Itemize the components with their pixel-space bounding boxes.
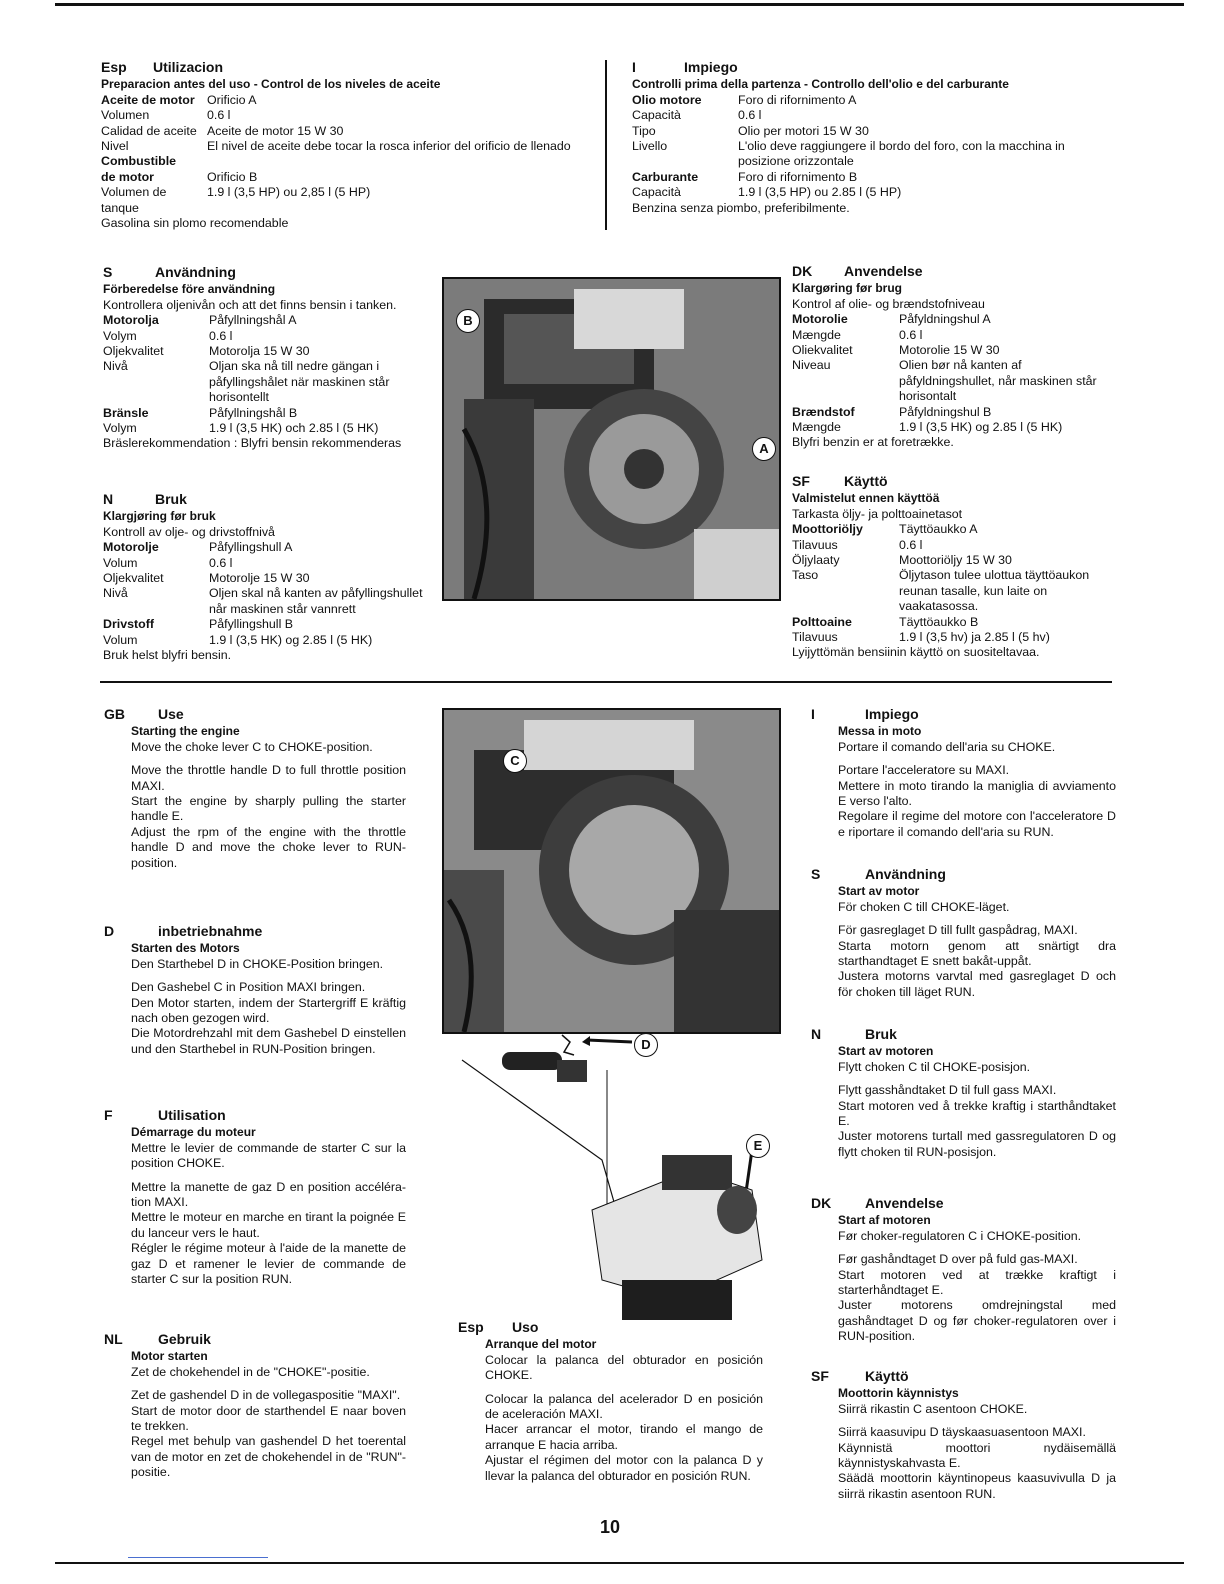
lang-code: S	[811, 866, 821, 882]
spec-value: 1.9 l (3,5 HK) og 2.85 l (5 HK)	[209, 632, 373, 647]
spec-value: Moottoriöljy 15 W 30	[899, 553, 1012, 568]
spec-key: Mængde	[792, 420, 841, 435]
spec-key: Drivstoff	[103, 617, 154, 632]
spec-key: Aceite de motor	[101, 92, 195, 107]
instruction-paragraph: Den Starthebel D in CHOKE-Position bringen.	[131, 956, 384, 971]
section-subtitle: Arranque del motor	[485, 1337, 597, 1352]
spec-key: Volym	[103, 421, 137, 436]
section-gb-use	[104, 707, 406, 871]
spec-value: Motorolja 15 W 30	[209, 344, 310, 359]
section-title: Utilisation	[158, 1107, 226, 1123]
spec-key: Capacità	[632, 108, 681, 123]
lang-code: GB	[104, 706, 125, 722]
instruction-paras	[838, 740, 1116, 840]
spec-row	[632, 185, 1102, 200]
spec-key: Motorolje	[103, 540, 159, 555]
spec-row	[103, 421, 433, 436]
lang-code: F	[104, 1107, 113, 1123]
spec-value: Påfyldningshul A	[899, 312, 991, 327]
spec-key: Moottoriöljy	[792, 522, 863, 537]
spec-key: Brændstof	[792, 404, 855, 419]
spec-row	[792, 630, 1117, 645]
tiller-sketch	[442, 1030, 777, 1320]
section-note: Bräslerekommendation : Blyfri bensin rekommenderas	[103, 436, 402, 451]
section-title: Bruk	[865, 1026, 897, 1042]
section-title: Use	[158, 706, 184, 722]
spec-row	[792, 420, 1117, 435]
spec-value	[207, 154, 596, 169]
instruction-paras	[131, 1141, 406, 1288]
spec-table	[792, 522, 1117, 645]
section-subtitle: Motor starten	[131, 1349, 208, 1364]
spec-value: 1.9 l (3,5 hv) ja 2.85 l (5 hv)	[899, 630, 1050, 645]
instruction-paras	[838, 1060, 1116, 1160]
column-divider	[605, 60, 607, 230]
instruction-paragraph: Zet de chokehendel in de "CHOKE"-positie.	[131, 1364, 370, 1379]
spec-key: de motor	[101, 169, 155, 184]
lang-code: SF	[811, 1368, 829, 1384]
section-subtitle: Controlli prima della partenza - Controllo dell'olio e del carburante	[632, 77, 1009, 92]
spec-value: Foro di rifornimento A	[738, 92, 857, 107]
spec-row	[101, 185, 596, 200]
section-intro: Kontrol af olie- og brændstofniveau	[792, 296, 985, 311]
spec-key: tanque	[101, 200, 139, 215]
section-dk-anvendelse-motor	[811, 1196, 1116, 1345]
spec-key: Livello	[632, 139, 668, 154]
spec-key: Bränsle	[103, 405, 149, 420]
instruction-paras	[131, 957, 406, 1057]
spec-row	[792, 358, 1117, 404]
spec-row	[101, 139, 596, 154]
section-title: Käyttö	[865, 1368, 909, 1384]
spec-value: Påfyllingshull A	[209, 540, 293, 555]
section-subtitle: Klargøring før brug	[792, 281, 902, 296]
spec-value: 1.9 l (3,5 HP) ou 2,85 l (5 HP)	[207, 185, 371, 200]
spec-value: 0.6 l	[209, 328, 233, 343]
page-number: 10	[600, 1517, 621, 1537]
lang-code: N	[103, 491, 114, 507]
spec-row	[103, 329, 433, 344]
lang-code: Esp	[101, 59, 127, 75]
starter-handle-sketch	[442, 1030, 777, 1320]
spec-key: Oliekvalitet	[792, 343, 853, 358]
spec-value: L'olio deve raggiungere il bordo del foro, con la macchina in posizione orizzontale	[738, 139, 1065, 169]
spec-key: Volumen	[101, 108, 150, 123]
callout-b: B	[456, 309, 480, 333]
spec-key: Calidad de aceite	[101, 123, 197, 138]
spec-row	[103, 344, 433, 359]
spec-value: Påfyllingshull B	[209, 617, 294, 632]
instruction-paras	[485, 1353, 763, 1484]
lang-code: DK	[811, 1195, 832, 1211]
spec-value: Påfyllningshål A	[209, 313, 297, 328]
spec-key: Carburante	[632, 169, 699, 184]
spec-table	[632, 93, 1102, 201]
spec-value: Täyttöaukko B	[899, 614, 979, 629]
spec-value: 1.9 l (3,5 HP) ou 2.85 l (5 HP)	[738, 185, 902, 200]
spec-value: Oljen skal nå kanten av påfyllingshullet når maskinen står vannrett	[209, 586, 423, 616]
lang-code: NL	[104, 1331, 123, 1347]
section-nl-gebruik	[104, 1332, 406, 1481]
section-title: inbetriebnahme	[158, 923, 263, 939]
section-title: Användning	[865, 866, 946, 882]
spec-value: Motorolje 15 W 30	[209, 571, 310, 586]
section-it-impiego	[632, 60, 1102, 216]
section-subtitle: Démarrage du moteur	[131, 1125, 256, 1140]
instruction-paras	[838, 900, 1116, 1000]
section-sf-kaytto	[792, 474, 1117, 661]
section-subtitle: Valmistelut ennen käyttöä	[792, 491, 940, 506]
spec-row	[101, 124, 596, 139]
instruction-paragraph: För gasreglaget D till fullt gaspådrag, MAXI. Starta motorn genom att snärtigt dra starthandtaget E snett bakåt-uppåt. Justera motorns varvtal med gasreglaget D och för choken till läget RUN.	[838, 923, 1116, 999]
spec-row	[632, 139, 1102, 170]
section-divider	[100, 681, 1112, 683]
spec-row	[792, 615, 1117, 630]
spec-key: Polttoaine	[792, 614, 852, 629]
spec-value: 1.9 l (3,5 HK) og 2.85 l (5 HK)	[899, 420, 1063, 435]
engine-photo-bottom	[442, 708, 781, 1034]
section-it-impiego-moto	[811, 707, 1116, 840]
section-f-utilisation	[104, 1108, 406, 1287]
section-esp-utilizacion	[101, 60, 596, 231]
section-note: Blyfri benzin er at foretrække.	[792, 435, 954, 450]
section-title: Gebruik	[158, 1331, 211, 1347]
bottom-rule	[55, 1562, 1184, 1564]
spec-row	[101, 170, 596, 185]
spec-key: Oljekvalitet	[103, 344, 164, 359]
spec-value: Öljytason tulee ulottua täyttöaukon reunan tasalle, kun laite on vaakatasossa.	[899, 568, 1090, 614]
spec-key: Motorolie	[792, 312, 848, 327]
instruction-paragraph: Før choker-regulatoren C i CHOKE-position.	[838, 1228, 1082, 1243]
spec-value: 0.6 l	[899, 327, 923, 342]
spec-value: 0.6 l	[207, 108, 231, 123]
instruction-paragraph: Colocar la palanca del acelerador D en posición de aceleración MAXI. Hacer arrancar el motor, tirando el mango de arranque E hacia arriba. Ajustar el régimen del motor con la palanca D y llevar la palanca del obturador en posición RUN.	[485, 1391, 763, 1483]
spec-row	[103, 556, 438, 571]
section-s-anvandning	[103, 265, 433, 452]
instruction-paragraph: Flytt gasshåndtaket D til full gass MAXI. Start motoren ved å trekke kraftig i starthåndtaket E. Juster motorens turtall med gassregulatoren D og flytt choken til RUN-posisjon.	[838, 1083, 1116, 1159]
spec-table	[103, 313, 433, 436]
section-subtitle: Starten des Motors	[131, 941, 240, 956]
spec-row	[632, 93, 1102, 108]
lang-code: S	[103, 264, 113, 280]
spec-row	[632, 170, 1102, 185]
spec-row	[632, 108, 1102, 123]
spec-value: Påfyldningshul B	[899, 404, 992, 419]
spec-key: Tilavuus	[792, 630, 838, 645]
spec-key: Combustible	[101, 154, 177, 169]
instruction-paragraph: Zet de gashendel D in de vollegaspositie "MAXI". Start de motor door de starthendel E naar boven te trekken. Regel met behulp van gashendel D het toerental van de motor en zet de chokehendel in de "RUN"-positie.	[131, 1388, 406, 1480]
bottom-link-rule	[128, 1557, 268, 1558]
section-subtitle: Moottorin käynnistys	[838, 1386, 959, 1401]
instruction-paragraph: Mettre la manette de gaz D en position accéléra-tion MAXI. Mettre le moteur en marche en tirant la poignée E du lanceur vers le haut. Régler le régime moteur à l'aide de la manette de gaz D et ramener le levier de commande de starter C sur la position RUN.	[131, 1179, 406, 1287]
instruction-paragraph: Portare il comando dell'aria su CHOKE.	[838, 739, 1056, 754]
spec-value	[207, 201, 596, 216]
spec-value: Motorolie 15 W 30	[899, 343, 1000, 358]
section-note: Lyijyttömän bensiinin käyttö on suositeltavaa.	[792, 645, 1040, 660]
spec-table	[792, 312, 1117, 435]
spec-value: 0.6 l	[209, 555, 233, 570]
section-title: Anvendelse	[865, 1195, 944, 1211]
spec-value: El nivel de aceite debe tocar la rosca inferior del orificio de llenado	[207, 139, 571, 154]
section-subtitle: Start av motor	[838, 884, 920, 899]
spec-row	[103, 359, 433, 405]
spec-key: Taso	[792, 568, 819, 583]
spec-row	[792, 538, 1117, 553]
instruction-paragraph: Portare l'acceleratore su MAXI. Mettere in moto tirando la maniglia di avviamento E verso l'alto. Regolare il regime del motore con l'acceleratore D e riportare il comando dell'aria su RUN.	[838, 763, 1116, 839]
instruction-paragraph: Mettre le levier de commande de starter C sur la position CHOKE.	[131, 1140, 406, 1171]
instruction-paragraph: Den Gashebel C in Position MAXI bringen. Den Motor starten, indem der Startergriff E kräftig nach oben gezogen wird. Die Motordrehzahl mit dem Gashebel D einstellen und den Starthebel in RUN-Position bringen.	[131, 980, 406, 1056]
instruction-paragraph: Siirrä kaasuvipu D täyskaasuasentoon MAXI. Käynnistä moottori nydäisemällä käynnistyskahvasta E. Säädä moottorin käyntinopeus kaasuvivulla D ja siirrä rikastin asentoon RUN.	[838, 1425, 1116, 1501]
section-title: Käyttö	[844, 473, 888, 489]
spec-value: 0.6 l	[738, 108, 762, 123]
top-rule	[55, 3, 1184, 6]
spec-row	[103, 406, 433, 421]
lang-code: Esp	[458, 1319, 484, 1335]
spec-value: Orificio A	[207, 92, 257, 107]
callout-e: E	[746, 1134, 770, 1158]
section-n-bruk	[103, 492, 438, 663]
engine-illustration	[444, 279, 779, 599]
section-title: Utilizacion	[153, 59, 224, 75]
instruction-paragraph: Før gashåndtaget D over på fuld gas-MAXI. Start motoren ved at trække kraftigt i starterhåndtaget E. Juster motorens omdrejningstal med gashåndtaget D og før choker-regulatoren over i RUN-position.	[838, 1252, 1116, 1344]
section-esp-uso	[458, 1320, 763, 1484]
spec-value: Täyttöaukko A	[899, 522, 978, 537]
instruction-paragraph: Siirrä rikastin C asentoon CHOKE.	[838, 1401, 1028, 1416]
section-intro: Kontrollera oljenivån och att det finns bensin i tanken.	[103, 297, 397, 312]
callout-a: A	[752, 437, 776, 461]
spec-key: Mængde	[792, 327, 841, 342]
section-subtitle: Messa in moto	[838, 724, 922, 739]
spec-row	[101, 154, 596, 169]
spec-key: Motorolja	[103, 313, 159, 328]
section-dk-anvendelse	[792, 264, 1117, 451]
spec-row	[103, 540, 438, 555]
lang-code: N	[811, 1026, 822, 1042]
spec-row	[792, 405, 1117, 420]
spec-value: Olio per motori 15 W 30	[738, 123, 869, 138]
spec-key: Volum	[103, 632, 138, 647]
spec-value: Aceite de motor 15 W 30	[207, 123, 344, 138]
spec-key: Nivå	[103, 586, 128, 601]
spec-value: Olien bør nå kanten af påfyldningshullet, når maskinen står horisontalt	[899, 358, 1097, 404]
section-title: Uso	[512, 1319, 539, 1335]
section-title: Impiego	[684, 59, 738, 75]
spec-row	[103, 571, 438, 586]
spec-key: Öljylaaty	[792, 553, 840, 568]
lang-code: I	[811, 706, 815, 722]
callout-c: C	[503, 749, 527, 773]
instruction-paras	[838, 1229, 1116, 1345]
section-d-inbetriebnahme	[104, 924, 406, 1057]
section-note: Bruk helst blyfri bensin.	[103, 648, 232, 663]
spec-key: Niveau	[792, 358, 831, 373]
spec-row	[101, 93, 596, 108]
spec-row	[792, 343, 1117, 358]
spec-key: Volum	[103, 555, 138, 570]
lang-code: SF	[792, 473, 810, 489]
section-title: Impiego	[865, 706, 919, 722]
instruction-paragraph: För choken C till CHOKE-läget.	[838, 899, 1010, 914]
instruction-paragraph: Colocar la palanca del obturador en posición CHOKE.	[485, 1352, 763, 1383]
spec-row	[103, 313, 433, 328]
section-subtitle: Start av motoren	[838, 1044, 934, 1059]
lang-code: D	[104, 923, 115, 939]
spec-row	[792, 328, 1117, 343]
instruction-paragraph: Move the choke lever C to CHOKE-position.	[131, 739, 373, 754]
engine-illustration	[444, 710, 779, 1032]
spec-key: Volumen de	[101, 185, 167, 200]
section-n-bruk-motor	[811, 1027, 1116, 1160]
spec-key: Olio motore	[632, 92, 702, 107]
spec-value: 0.6 l	[899, 537, 923, 552]
instruction-paragraph: Flytt choken C til CHOKE-posisjon.	[838, 1059, 1031, 1074]
section-note: Benzina senza piombo, preferibilmente.	[632, 200, 850, 215]
spec-row	[792, 568, 1117, 614]
spec-value: 1.9 l (3,5 HK) och 2.85 l (5 HK)	[209, 421, 379, 436]
instruction-paragraph: Move the throttle handle D to full throttle position MAXI. Start the engine by sharply pulling the starter handle E. Adjust the rpm of the engine with the throttle handle D and move the choke lever to RUN-position.	[131, 763, 406, 870]
section-title: Anvendelse	[844, 263, 923, 279]
spec-row	[632, 124, 1102, 139]
section-subtitle: Klargjøring før bruk	[103, 509, 216, 524]
section-subtitle: Preparacion antes del uso - Control de los niveles de aceite	[101, 77, 441, 92]
section-subtitle: Förberedelse före användning	[103, 282, 276, 297]
spec-row	[792, 553, 1117, 568]
spec-key: Tilavuus	[792, 537, 838, 552]
spec-row	[103, 617, 438, 632]
spec-value: Orificio B	[207, 169, 258, 184]
spec-row	[792, 312, 1117, 327]
spec-row	[103, 586, 438, 617]
spec-key: Nivå	[103, 359, 128, 374]
instruction-paras	[838, 1402, 1116, 1502]
spec-key: Nivel	[101, 139, 129, 154]
spec-value: Oljan ska nå till nedre gängan i påfyllingshålet när maskinen står horisontellt	[209, 359, 390, 405]
lang-code: I	[632, 59, 636, 75]
spec-row	[101, 108, 596, 123]
spec-key: Oljekvalitet	[103, 571, 164, 586]
section-s-anvandning-motor	[811, 867, 1116, 1000]
section-subtitle: Starting the engine	[131, 724, 240, 739]
section-title: Bruk	[155, 491, 187, 507]
spec-row	[792, 522, 1117, 537]
spec-table	[103, 540, 438, 648]
section-intro: Kontroll av olje- og drivstoffnivå	[103, 524, 275, 539]
instruction-paras	[131, 740, 406, 871]
engine-photo-top	[442, 277, 781, 601]
spec-value: Foro di rifornimento B	[738, 169, 858, 184]
spec-row	[103, 633, 438, 648]
section-note: Gasolina sin plomo recomendable	[101, 216, 289, 231]
spec-key: Volym	[103, 328, 137, 343]
spec-row	[101, 201, 596, 216]
callout-d: D	[634, 1033, 658, 1057]
section-intro: Tarkasta öljy- ja polttoainetasot	[792, 506, 963, 521]
spec-value: Påfyllningshål B	[209, 405, 298, 420]
section-subtitle: Start af motoren	[838, 1213, 931, 1228]
spec-key: Tipo	[632, 123, 656, 138]
spec-table	[101, 93, 596, 216]
section-title: Användning	[155, 264, 236, 280]
instruction-paras	[131, 1365, 406, 1481]
section-sf-kaytto-motor	[811, 1369, 1116, 1502]
lang-code: DK	[792, 263, 813, 279]
spec-key: Capacità	[632, 185, 681, 200]
